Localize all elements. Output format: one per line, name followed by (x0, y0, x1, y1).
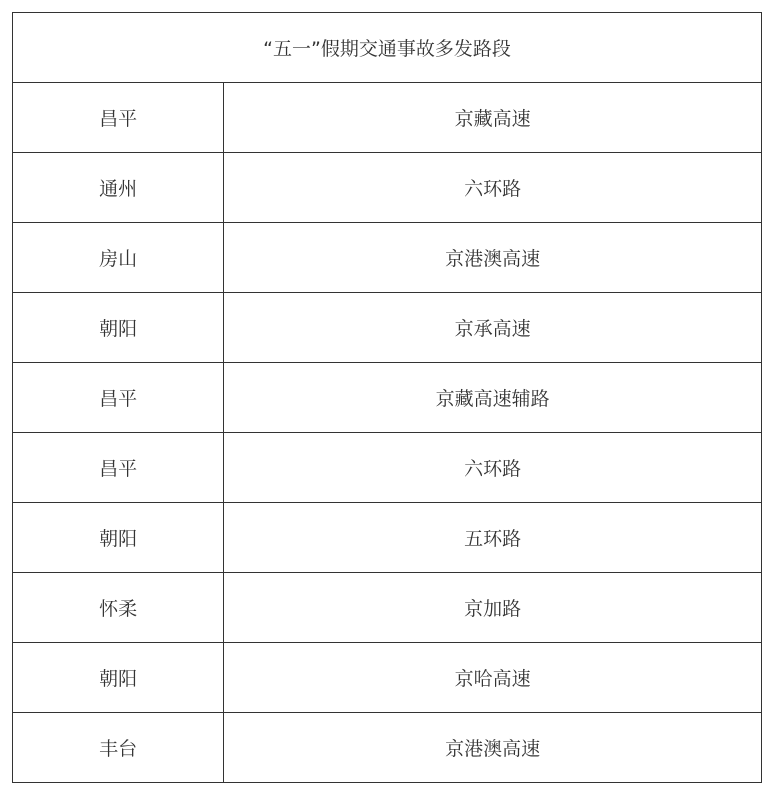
table-row (13, 433, 762, 503)
district-cell: 朝阳 (13, 643, 224, 713)
road-cell: 京承高速 (224, 293, 762, 363)
table-row (13, 503, 762, 573)
district-cell: 通州 (13, 153, 224, 223)
table-row (13, 83, 762, 153)
road-cell: 京加路 (224, 573, 762, 643)
road-cell: 京藏高速辅路 (224, 363, 762, 433)
district-cell: 怀柔 (13, 573, 224, 643)
district-cell: 朝阳 (13, 503, 224, 573)
district-cell: 朝阳 (13, 293, 224, 363)
district-cell: 丰台 (13, 713, 224, 783)
district-cell: 昌平 (13, 433, 224, 503)
road-cell: 六环路 (224, 433, 762, 503)
accident-roads-table (12, 12, 762, 783)
district-cell: 昌平 (13, 363, 224, 433)
road-cell: 京哈高速 (224, 643, 762, 713)
table-title: “五一”假期交通事故多发路段 (13, 13, 762, 83)
table-row (13, 223, 762, 293)
district-cell: 昌平 (13, 83, 224, 153)
road-cell: 六环路 (224, 153, 762, 223)
table-row (13, 573, 762, 643)
district-cell: 房山 (13, 223, 224, 293)
table-title-row (13, 13, 762, 83)
table-row (13, 713, 762, 783)
table-row (13, 153, 762, 223)
road-cell: 京港澳高速 (224, 223, 762, 293)
table-row (13, 643, 762, 713)
table-row (13, 363, 762, 433)
road-cell: 京港澳高速 (224, 713, 762, 783)
road-cell: 五环路 (224, 503, 762, 573)
road-cell: 京藏高速 (224, 83, 762, 153)
table-row (13, 293, 762, 363)
